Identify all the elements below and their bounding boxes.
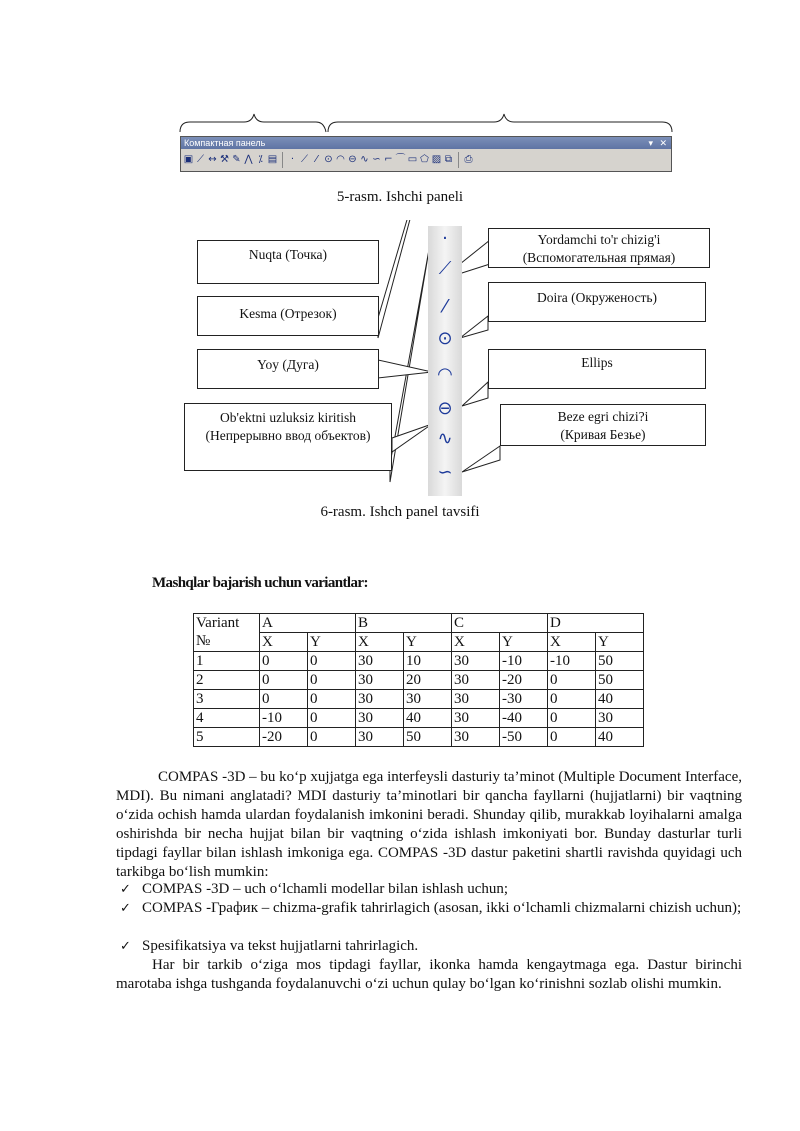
continuous-input-icon: ∿ xyxy=(437,428,453,449)
measure-icon[interactable]: ⁒ xyxy=(258,154,263,165)
variant-header xyxy=(194,614,260,652)
variant-header-label: Variant xyxy=(196,615,240,631)
table-cell: 30 xyxy=(356,728,404,747)
list-item-text: Spesifikatsiya va tekst hujjatlarni tahrirlagich. xyxy=(142,938,419,954)
callout-kesma xyxy=(197,296,379,336)
select-icon[interactable]: ▣ xyxy=(183,154,194,165)
table-cell: 0 xyxy=(308,709,356,728)
callout-ellips-text: Ellips xyxy=(581,355,613,370)
table-cell: 0 xyxy=(260,652,308,671)
copy-icon[interactable]: ⧉ xyxy=(444,154,453,165)
ellipse-icon[interactable]: ⊖ xyxy=(348,154,357,165)
edit-icon[interactable]: ✎ xyxy=(232,154,241,165)
callout-yordamchi-line2: (Вспомогательная прямая) xyxy=(522,250,676,265)
closing-paragraph: Har bir tarkib o‘ziga mos tipdagi fayllar, ikonka hamda kengaytmaga ega. Dastur birinchi marotaba ishga tushganda foydalanuvchi o‘zi uchun qulay bo‘lgan ko‘rinishni sozlab olishi mumkin. xyxy=(116,957,742,992)
table-cell: 30 xyxy=(404,690,452,709)
table-sub-row xyxy=(194,633,644,652)
table-cell: 50 xyxy=(596,671,644,690)
variants-table xyxy=(193,613,644,747)
table-cell: 10 xyxy=(404,652,452,671)
table-cell: 3 xyxy=(194,690,260,709)
checkmark-icon: ✓ xyxy=(120,901,131,916)
table-group-row xyxy=(194,614,644,633)
table-row xyxy=(194,652,644,671)
toolbar-icons xyxy=(181,149,671,171)
table-cell: 1 xyxy=(194,652,260,671)
group-header: A xyxy=(260,614,356,633)
table-cell: 0 xyxy=(260,690,308,709)
table-cell: 30 xyxy=(356,709,404,728)
table-cell: 30 xyxy=(356,671,404,690)
callout-ellips xyxy=(488,349,706,389)
callout-nuqta-text: Nuqta (Точка) xyxy=(248,247,328,262)
toolbar-title-text: Компактная панель xyxy=(184,138,266,148)
polygon-icon[interactable]: ⬠ xyxy=(420,154,429,165)
geometry-icon[interactable]: ⟋ xyxy=(197,154,204,165)
table-cell: 0 xyxy=(308,652,356,671)
compact-toolbar xyxy=(180,136,672,172)
circle-icon: ⊙ xyxy=(437,328,453,349)
table-cell: 0 xyxy=(308,671,356,690)
list-item xyxy=(120,937,742,956)
table-cell: 50 xyxy=(596,652,644,671)
figure6-caption: 6-rasm. Ishch panel tavsifi xyxy=(320,504,480,520)
table-row xyxy=(194,728,644,747)
sub-header: Y xyxy=(596,633,644,652)
table-cell: 30 xyxy=(452,709,500,728)
sub-header: X xyxy=(548,633,596,652)
sub-header: Y xyxy=(500,633,548,652)
select-objects-icon[interactable]: ▤ xyxy=(267,154,278,165)
ellipse-icon: ⊖ xyxy=(437,398,453,419)
hatch-icon[interactable]: ▨ xyxy=(431,154,442,165)
bezier-icon[interactable]: ∽ xyxy=(372,154,381,165)
table-cell: 50 xyxy=(404,728,452,747)
arc-icon: ◠ xyxy=(437,364,453,385)
parametrization-icon[interactable]: ⋀ xyxy=(244,154,253,165)
sub-header: X xyxy=(452,633,500,652)
pin-icon[interactable]: ▾ xyxy=(648,138,653,148)
sub-header: Y xyxy=(404,633,452,652)
fillet-icon[interactable]: ⌒ xyxy=(395,154,406,165)
intro-paragraph: COMPAS -3D – bu ko‘p xujjatga ega interfeysli dasturiy ta’minot (Multiple Document Interface, MDI). Bu nimani anglatadi? MDI dasturiy ta’minotlari bir qancha fayllarni (hujjatlarni) bir vaqtning o‘zida ochish hamda ulardan foydalanish imkonini beradi. Shunday qilib, murakkab loyihalarni amalga oshirishda bir necha hujjat bilan bir vaqtning o‘zida ishlash imkoniyati bor. Bunday dasturlar turli tipdagi fayllar bilan ishlash imkoniga ega. COMPAS -3D dastur paketini shartli ravishda quyidagi uch tarkibga bo‘lish mumkin: xyxy=(116,769,742,880)
segment-icon[interactable]: ⁄ xyxy=(315,154,318,165)
table-cell: 0 xyxy=(548,671,596,690)
table-cell: 0 xyxy=(308,690,356,709)
callout-yordamchi xyxy=(488,228,710,268)
table-cell: -10 xyxy=(548,652,596,671)
exercise-heading: Mashqlar bajarish uchun variantlar: xyxy=(152,575,368,591)
toolbar-separator xyxy=(458,152,459,168)
table-cell: 30 xyxy=(452,728,500,747)
table-cell: 40 xyxy=(404,709,452,728)
sub-header: Y xyxy=(308,633,356,652)
list-item xyxy=(120,880,742,899)
callout-obekt-line1: Ob'ektni uzluksiz kiritish xyxy=(220,410,356,425)
group-header: B xyxy=(356,614,452,633)
circle-icon[interactable]: ⊙ xyxy=(324,154,333,165)
callout-kesma-text: Kesma (Отрезок) xyxy=(239,306,337,321)
auxiliary-line-icon[interactable]: ⟋ xyxy=(301,154,308,165)
table-cell: 0 xyxy=(548,709,596,728)
continuous-input-icon[interactable]: ∿ xyxy=(360,154,369,165)
figure5-caption: 5-rasm. Ishchi paneli xyxy=(336,189,464,205)
table-cell: 0 xyxy=(260,671,308,690)
callout-beze-line1: Beze egri chizi?i xyxy=(557,409,649,424)
point-icon[interactable]: · xyxy=(290,154,295,165)
callout-beze-line2: (Кривая Безье) xyxy=(560,427,646,442)
print-icon[interactable]: ⎙ xyxy=(464,154,473,165)
chamfer-icon[interactable]: ⌐ xyxy=(384,154,393,165)
table-cell: -10 xyxy=(260,709,308,728)
toolbar-separator xyxy=(282,152,283,168)
table-cell: 30 xyxy=(452,652,500,671)
group-header: C xyxy=(452,614,548,633)
callout-doira-text: Doira (Окруженость) xyxy=(536,290,658,305)
table-cell: 40 xyxy=(596,728,644,747)
table-cell: 2 xyxy=(194,671,260,690)
rectangle-icon[interactable]: ▭ xyxy=(407,154,418,165)
sub-header: X xyxy=(260,633,308,652)
table-row xyxy=(194,709,644,728)
table-cell: 30 xyxy=(596,709,644,728)
checkmark-icon: ✓ xyxy=(120,939,131,954)
close-icon[interactable]: ✕ xyxy=(659,138,667,148)
table-cell: 4 xyxy=(194,709,260,728)
table-cell: -40 xyxy=(500,709,548,728)
toolbar-title xyxy=(181,137,671,149)
dimensions-icon[interactable]: ↔ xyxy=(208,154,217,165)
sub-header: X xyxy=(356,633,404,652)
table-cell: -20 xyxy=(260,728,308,747)
table-cell: 30 xyxy=(452,690,500,709)
variant-header-no: № xyxy=(196,633,211,649)
table-cell: 5 xyxy=(194,728,260,747)
segment-icon: ⁄ xyxy=(443,296,447,317)
toolbar-braces xyxy=(178,112,674,136)
callout-doira xyxy=(488,282,706,322)
table-cell: 30 xyxy=(452,671,500,690)
table-row xyxy=(194,671,644,690)
list-item xyxy=(120,899,742,918)
list-item-text: COMPAS -3D – uch o‘lchamli modellar bilan ishlash uchun; xyxy=(142,881,509,897)
callout-nuqta xyxy=(197,240,379,284)
table-cell: 0 xyxy=(308,728,356,747)
table-cell: -30 xyxy=(500,690,548,709)
arc-icon[interactable]: ◠ xyxy=(336,154,345,165)
callout-yordamchi-line1: Yordamchi to'r chizig'i xyxy=(537,232,661,247)
checkmark-icon: ✓ xyxy=(120,882,131,897)
bezier-icon: ∽ xyxy=(437,462,453,483)
callout-obekt xyxy=(184,403,392,471)
point-icon: · xyxy=(442,228,448,249)
callout-beze xyxy=(500,404,706,446)
table-cell: -10 xyxy=(500,652,548,671)
auxiliary-line-icon: ⟋ xyxy=(438,258,452,279)
table-cell: 30 xyxy=(356,652,404,671)
table-cell: -50 xyxy=(500,728,548,747)
table-cell: -20 xyxy=(500,671,548,690)
callout-yoy-text: Yoy (Дуга) xyxy=(257,357,319,372)
designations-icon[interactable]: ⚒ xyxy=(220,154,229,165)
table-cell: 0 xyxy=(548,728,596,747)
table-cell: 20 xyxy=(404,671,452,690)
table-cell: 40 xyxy=(596,690,644,709)
callout-obekt-line2: (Непрерывно ввод объектов) xyxy=(205,428,371,443)
list-item-text: COMPAS -График – chizma-grafik tahrirlagich (asosan, ikki o‘lchamli chizmalarni chizish uchun); xyxy=(142,900,742,916)
toolbar-strip xyxy=(428,226,462,496)
callout-yoy xyxy=(197,349,379,389)
table-row xyxy=(194,690,644,709)
table-cell: 30 xyxy=(356,690,404,709)
group-header: D xyxy=(548,614,644,633)
table-cell: 0 xyxy=(548,690,596,709)
